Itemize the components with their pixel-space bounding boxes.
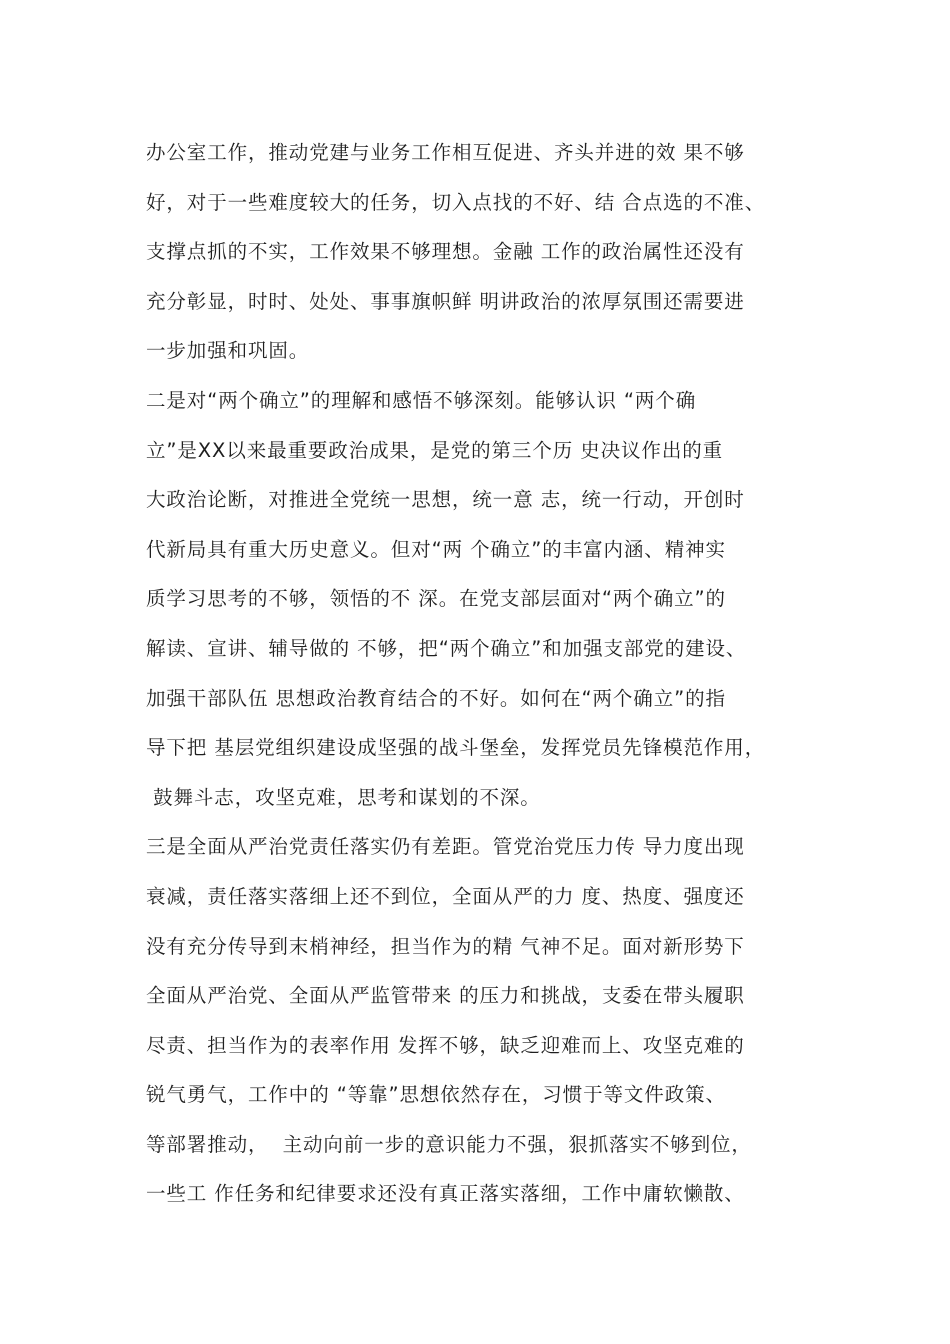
text-line: 解读、宣讲、辅导做的 不够，把“两个确立”和加强支部党的建设、	[146, 636, 747, 660]
text-line: 加强干部队伍 思想政治教育结合的不好。如何在“两个确立”的指	[146, 686, 726, 710]
text-line: 好，对于一些难度较大的任务，切入点找的不好、结 合点选的不准、	[146, 190, 766, 214]
text-line: 等部署推动， 主动向前一步的意识能力不强，狠抓落实不够到位，	[146, 1132, 752, 1156]
text-line: 三是全面从严治党责任落实仍有差距。管党治党压力传 导力度出现	[146, 835, 745, 859]
text-line: 没有充分传导到末梢神经，担当作为的精 气神不足。面对新形势下	[146, 934, 745, 958]
text-line: 全面从严治党、全面从严监管带来 的压力和挑战，支委在带头履职	[146, 984, 745, 1008]
text-line: 二是对“两个确立”的理解和感悟不够深刻。能够认识 “两个确	[146, 388, 697, 412]
text-line: 锐气勇气，工作中的 “等靠”思想依然存在，习惯于等文件政策、	[146, 1083, 726, 1107]
text-line: 一些工 作任务和纪律要求还没有真正落实落细，工作中庸软懒散、	[146, 1182, 745, 1206]
text-line: 办公室工作，推动党建与业务工作相互促进、齐头并进的效 果不够	[146, 141, 745, 164]
text-line: 导下把 基层党组织建设成坚强的战斗堡垒，发挥党员先锋模范作用，	[146, 736, 766, 760]
text-line: 尽责、担当作为的表率作用 发挥不够，缺乏迎难而上、攻坚克难的	[146, 1033, 745, 1057]
text-line: 充分彰显，时时、处处、事事旗帜鲜 明讲政治的浓厚氛围还需要进	[146, 289, 745, 313]
text-line: 鼓舞斗志，攻坚克难，思考和谋划的不深。	[146, 785, 541, 809]
body-text	[146, 133, 836, 1224]
text-line: 大政治论断，对推进全党统一思想，统一意 志，统一行动，开创时	[146, 488, 745, 512]
text-line: 衰减，责任落实落细上还不到位，全面从严的力 度、热度、强度还	[146, 884, 745, 908]
text-line: 支撑点抓的不实，工作效果不够理想。金融 工作的政治属性还没有	[146, 240, 745, 264]
text-line: 一步加强和巩固。	[146, 339, 310, 363]
text-line: 立”是XX以来最重要政治成果，是党的第三个历 史决议作出的重	[146, 438, 724, 462]
text-line: 代新局具有重大历史意义。但对“两 个确立”的丰富内涵、精神实	[146, 537, 726, 561]
text-line: 质学习思考的不够，领悟的不 深。在党支部层面对“两个确立”的	[146, 587, 726, 611]
